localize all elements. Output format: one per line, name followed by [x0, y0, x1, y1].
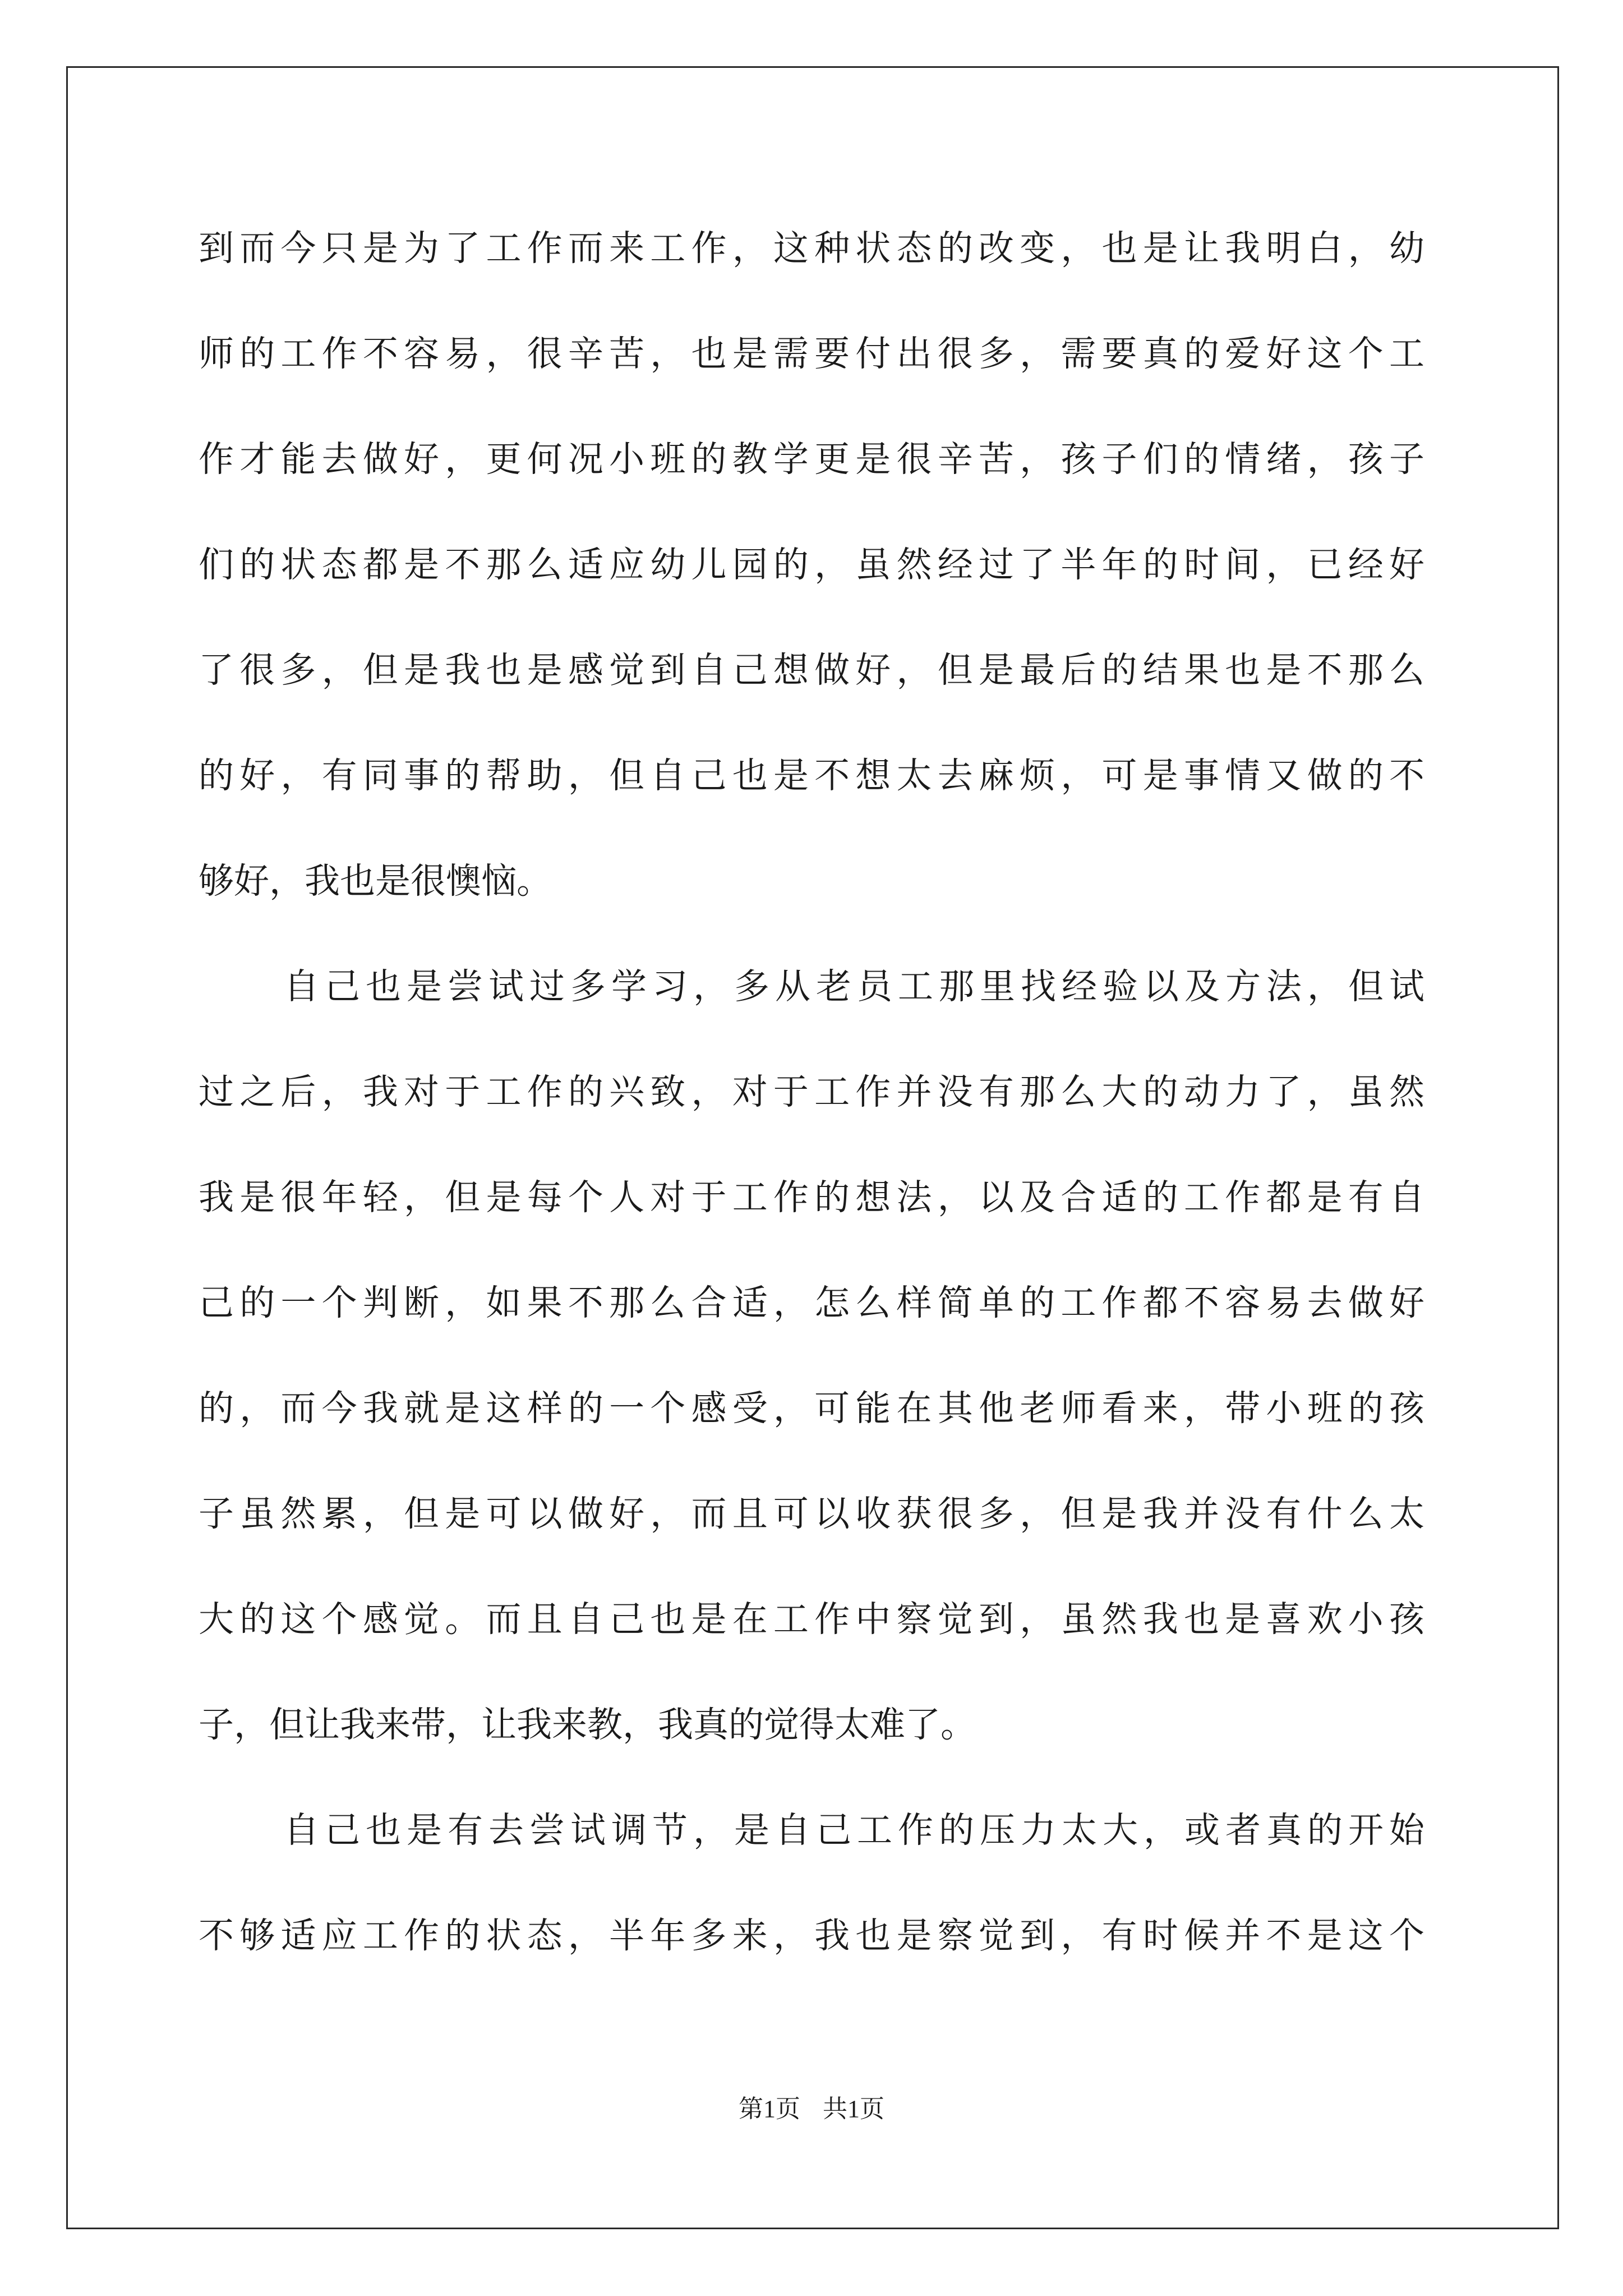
text-line: 到而今只是为了工作而来工作，这种状态的改变，也是让我明白，幼	[199, 228, 1431, 269]
text-line: 己的一个判断，如果不那么合适，怎么样简单的工作都不容易去做好	[199, 1282, 1431, 1323]
paragraph-first-line: 自己也是有去尝试调节，是自己工作的压力太大，或者真的开始	[284, 1810, 1430, 1851]
text-line: 了很多，但是我也是感觉到自己想做好，但是最后的结果也是不那么	[199, 650, 1431, 691]
paragraph-first-line: 自己也是尝试过多学习，多从老员工那里找经验以及方法，但试	[284, 966, 1430, 1007]
page-total: 共1页	[823, 2095, 884, 2123]
text-line: 过之后，我对于工作的兴致，对于工作并没有那么大的动力了，虽然	[199, 1071, 1431, 1112]
text-line: 们的状态都是不那么适应幼儿园的，虽然经过了半年的时间，已经好	[199, 544, 1431, 585]
page-border	[66, 66, 1559, 2229]
text-line: 我是很年轻，但是每个人对于工作的想法，以及合适的工作都是有自	[199, 1177, 1431, 1218]
text-line: 大的这个感觉。而且自己也是在工作中察觉到，虽然我也是喜欢小孩	[199, 1599, 1431, 1640]
text-line: 够好，我也是很懊恼。	[199, 861, 552, 901]
text-line: 子，但让我来带，让我来教，我真的觉得太难了。	[199, 1704, 976, 1745]
text-line: 作才能去做好，更何况小班的教学更是很辛苦，孩子们的情绪，孩子	[199, 439, 1431, 480]
text-line: 的，而今我就是这样的一个感受，可能在其他老师看来，带小班的孩	[199, 1388, 1431, 1429]
text-line: 师的工作不容易，很辛苦，也是需要付出很多，需要真的爱好这个工	[199, 333, 1431, 374]
text-line: 不够适应工作的状态，半年多来，我也是察觉到，有时候并不是这个	[199, 1915, 1431, 1956]
page-number: 第1页	[739, 2095, 800, 2123]
page-footer	[0, 2092, 1623, 2126]
text-line: 的好，有同事的帮助，但自己也是不想太去麻烦，可是事情又做的不	[199, 755, 1431, 796]
text-line: 子虽然累，但是可以做好，而且可以收获很多，但是我并没有什么太	[199, 1493, 1431, 1534]
